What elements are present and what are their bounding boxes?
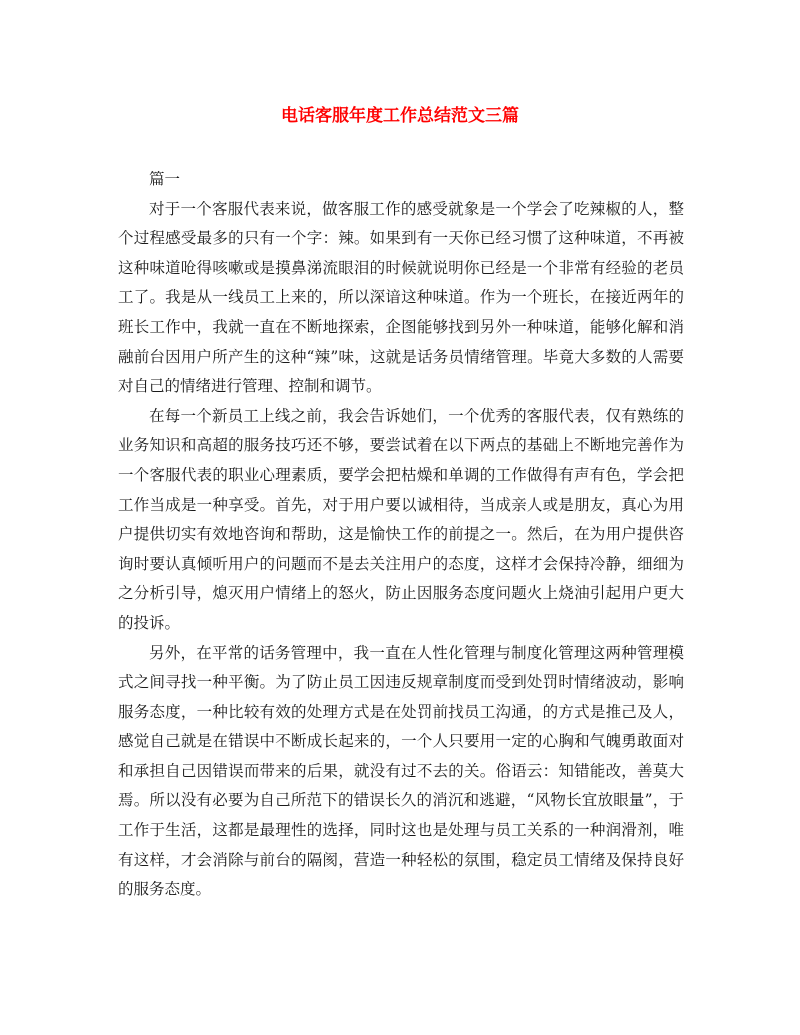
paragraph-3: 另外，在平常的话务管理中，我一直在人性化管理与制度化管理这两种管理模式之间寻找一种平衡。为了防止员工因违反规章制度而受到处罚时情绪波动，影响服务态度，一种比较有效的处理方式是在处罚前找员工沟通，的方式是推己及人，感觉自己就是在错误中不断成长起来的，一个人只要用一定的心胸和气魄勇敢面对和承担自己因错误而带来的后果，就没有过不去的关。俗语云：知错能改，善莫大焉。所以没有必要为自己所范下的错误长久的消沉和逃避，“风物长宜放眼量”，于工作于生活，这都是最理性的选择，同时这也是处理与员工关系的一种润滑剂，唯有这样，才会消除与前台的隔阂，营造一种轻松的氛围，稳定员工情绪及保持良好的服务态度。 [118, 643, 684, 899]
document-body [118, 165, 684, 905]
section-heading: 篇一 [149, 170, 181, 188]
paragraph-2: 在每一个新员工上线之前，我会告诉她们，一个优秀的客服代表，仅有熟练的业务知识和高超的服务技巧还不够，要尝试着在以下两点的基础上不断地完善作为一个客服代表的职业心理素质，要学会把枯燥和单调的工作做得有声有色，学会把工作当成是一种享受。首先，对于用户要以诚相待，当成亲人或是朋友，真心为用户提供切实有效地咨询和帮助，这是愉快工作的前提之一。然后，在为用户提供咨询时要认真倾听用户的问题而不是去关注用户的态度，这样才会保持冷静，细细为之分析引导，熄灭用户情绪上的怒火，防止因服务态度问题火上烧油引起用户更大的投诉。 [118, 406, 684, 632]
paragraph-1: 对于一个客服代表来说，做客服工作的感受就象是一个学会了吃辣椒的人，整个过程感受最多的只有一个字：辣。如果到有一天你已经习惯了这种味道，不再被这种味道呛得咳嗽或是摸鼻涕流眼泪的时候就说明你已经是一个非常有经验的老员工了。我是从一线员工上来的，所以深谙这种味道。作为一个班长，在接近两年的班长工作中，我就一直在不断地探索，企图能够找到另外一种味道，能够化解和消融前台因用户所产生的这种“辣”味，这就是话务员情绪管理。毕竟大多数的人需要对自己的情绪进行管理、控制和调节。 [118, 199, 684, 396]
document-title: 电话客服年度工作总结范文三篇 [281, 106, 519, 126]
